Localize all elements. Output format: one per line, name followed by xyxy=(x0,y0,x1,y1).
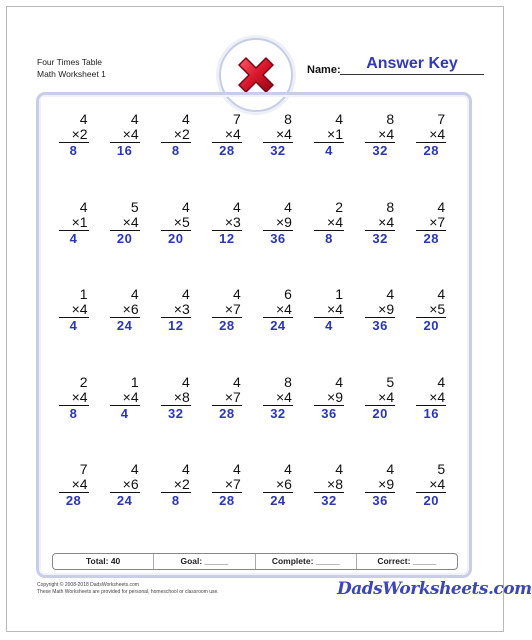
top-number: 4 xyxy=(79,111,88,127)
multiplier: ×4 xyxy=(365,215,395,231)
multiplier: ×4 xyxy=(263,302,293,318)
answer: 4 xyxy=(69,318,78,333)
problem-row xyxy=(48,287,457,375)
problem xyxy=(314,287,344,375)
answer: 36 xyxy=(321,405,337,421)
multiplier: ×9 xyxy=(365,477,395,493)
multiplier: ×6 xyxy=(110,477,140,493)
answer: 32 xyxy=(168,405,184,421)
problem-cell xyxy=(99,462,150,550)
top-number: 4 xyxy=(181,111,190,127)
top-number: 8 xyxy=(386,198,395,215)
answer: 12 xyxy=(168,318,184,333)
problem-cell xyxy=(303,112,354,200)
answer: 16 xyxy=(423,405,439,421)
goal-cell: Goal: _____ xyxy=(153,554,254,569)
problem-cell xyxy=(355,462,406,550)
answer: 32 xyxy=(372,143,388,158)
problem-cell xyxy=(150,112,201,200)
multiplier: ×9 xyxy=(263,215,293,231)
problem-cell xyxy=(406,287,457,375)
problem xyxy=(314,112,344,200)
problem xyxy=(314,375,344,463)
top-number: 1 xyxy=(335,286,344,302)
top-number: 2 xyxy=(335,198,344,215)
problem-cell xyxy=(252,375,303,463)
problem-cell xyxy=(355,200,406,288)
problems-grid xyxy=(48,112,457,550)
top-number: 1 xyxy=(130,373,139,390)
problem xyxy=(365,112,395,200)
problem-cell xyxy=(150,462,201,550)
multiplier: ×7 xyxy=(212,477,242,493)
problem xyxy=(110,375,140,463)
multiplier: ×7 xyxy=(212,390,242,406)
answer: 28 xyxy=(219,493,235,508)
problem xyxy=(110,112,140,200)
problem xyxy=(263,462,293,550)
answer: 4 xyxy=(325,318,333,333)
top-number: 4 xyxy=(181,373,190,390)
problem xyxy=(110,200,140,288)
top-number: 4 xyxy=(437,286,446,302)
answer: 8 xyxy=(69,143,78,158)
multiplier: ×4 xyxy=(59,477,89,493)
problem xyxy=(365,287,395,375)
top-number: 8 xyxy=(284,373,292,390)
top-number: 2 xyxy=(79,373,88,390)
problem xyxy=(212,287,242,375)
problem-cell xyxy=(355,287,406,375)
top-number: 4 xyxy=(130,461,139,477)
problem xyxy=(161,200,191,288)
problem-cell xyxy=(99,200,150,288)
copyright-line-2: These Math Worksheets are provided for personal, homeschool or classroom use. xyxy=(37,589,219,595)
top-number: 5 xyxy=(130,198,139,215)
problem-row xyxy=(48,112,457,200)
problem xyxy=(161,462,191,550)
answer: 36 xyxy=(372,318,388,333)
multiplier: ×4 xyxy=(416,127,446,143)
problem xyxy=(212,112,242,200)
problem xyxy=(59,375,89,463)
multiplier: ×5 xyxy=(416,302,446,318)
problem-row xyxy=(48,200,457,288)
copyright-notice xyxy=(37,582,219,596)
problem xyxy=(314,462,344,550)
multiplier: ×4 xyxy=(314,302,344,318)
answer: 8 xyxy=(171,143,180,158)
multiplier: ×5 xyxy=(161,215,191,231)
multiplier: ×2 xyxy=(161,477,191,493)
top-number: 4 xyxy=(335,111,344,127)
problem-cell xyxy=(150,287,201,375)
title-line-1: Four Times Table xyxy=(37,57,103,67)
multiplier: ×1 xyxy=(59,215,89,231)
problem xyxy=(212,200,242,288)
problem xyxy=(365,375,395,463)
answer: 28 xyxy=(65,493,82,508)
problem xyxy=(110,462,140,550)
problem-cell xyxy=(150,375,201,463)
multiplier: ×7 xyxy=(212,302,242,318)
problem-cell xyxy=(201,375,252,463)
complete-cell: Complete: _____ xyxy=(255,554,356,569)
answer: 28 xyxy=(423,230,439,246)
problem-cell xyxy=(48,287,99,375)
problem xyxy=(416,287,446,375)
problem xyxy=(110,287,140,375)
name-field: Answer Key xyxy=(340,55,484,75)
top-number: 4 xyxy=(335,461,344,477)
total-cell: Total: 40 xyxy=(85,556,121,566)
multiplier: ×4 xyxy=(212,127,242,143)
problem xyxy=(59,200,89,288)
problem-row xyxy=(48,462,457,550)
multiplier: ×9 xyxy=(365,302,395,318)
answer: 24 xyxy=(270,493,286,508)
problem xyxy=(263,112,293,200)
problem xyxy=(365,462,395,550)
problem xyxy=(263,200,293,288)
problem-cell xyxy=(99,375,150,463)
problem xyxy=(161,287,191,375)
answer: 32 xyxy=(270,405,286,421)
top-number: 8 xyxy=(386,111,395,127)
top-number: 7 xyxy=(79,461,88,477)
problem-cell xyxy=(406,375,457,463)
top-number: 4 xyxy=(181,286,190,302)
problem-cell xyxy=(201,112,252,200)
answer: 36 xyxy=(372,493,388,508)
multiplier: ×4 xyxy=(416,390,446,406)
top-number: 7 xyxy=(437,111,446,127)
answer: 8 xyxy=(69,405,78,421)
problem-cell xyxy=(406,462,457,550)
multiplier: ×6 xyxy=(110,302,140,318)
multiplier: ×4 xyxy=(110,127,140,143)
top-number: 1 xyxy=(79,286,88,302)
problem xyxy=(416,375,446,463)
problem-cell xyxy=(303,200,354,288)
multiplier: ×4 xyxy=(263,390,293,406)
top-number: 4 xyxy=(233,461,241,477)
problem-cell xyxy=(201,462,252,550)
problem xyxy=(161,375,191,463)
problem xyxy=(59,462,89,550)
copyright-line-1: Copyright © 2008-2018 DadsWorksheets.com xyxy=(37,582,139,588)
multiplier: ×4 xyxy=(110,215,140,231)
answer: 20 xyxy=(423,318,439,333)
multiplier: ×4 xyxy=(263,127,293,143)
answer: 4 xyxy=(325,143,333,158)
top-number: 7 xyxy=(233,111,241,127)
multiplier: ×8 xyxy=(314,477,344,493)
answer: 24 xyxy=(116,493,133,508)
problem xyxy=(59,287,89,375)
answer: 36 xyxy=(270,230,286,246)
site-logo: DadsWorksheets.com xyxy=(337,579,532,599)
answer: 20 xyxy=(423,493,439,508)
problem-cell xyxy=(252,200,303,288)
problem-cell xyxy=(48,462,99,550)
problem xyxy=(263,375,293,463)
problem xyxy=(416,200,446,288)
answer: 32 xyxy=(372,230,388,246)
top-number: 4 xyxy=(79,198,88,215)
problem-cell xyxy=(48,112,99,200)
problem xyxy=(59,112,89,200)
problem-cell xyxy=(252,462,303,550)
answer: 28 xyxy=(219,318,235,333)
multiplier: ×4 xyxy=(314,215,344,231)
multiplier: ×6 xyxy=(263,477,293,493)
problem-cell xyxy=(201,287,252,375)
multiplier: ×4 xyxy=(59,302,89,318)
problem-cell xyxy=(252,287,303,375)
problem-cell xyxy=(303,375,354,463)
problem-cell xyxy=(48,200,99,288)
answer: 4 xyxy=(120,405,129,421)
problem-cell xyxy=(48,375,99,463)
multiplier: ×4 xyxy=(110,390,140,406)
top-number: 4 xyxy=(335,373,344,390)
multiplier: ×9 xyxy=(314,390,344,406)
top-number: 5 xyxy=(386,373,395,390)
top-number: 4 xyxy=(437,198,446,215)
problem xyxy=(212,462,242,550)
multiplier: ×2 xyxy=(59,127,89,143)
top-number: 4 xyxy=(284,198,292,215)
multiplier: ×4 xyxy=(365,127,395,143)
answer: 28 xyxy=(219,143,235,158)
top-number: 4 xyxy=(181,461,190,477)
name-label: Name: xyxy=(307,64,341,76)
problem xyxy=(314,200,344,288)
problem-cell xyxy=(355,112,406,200)
multiplier: ×2 xyxy=(161,127,191,143)
problem-cell xyxy=(406,200,457,288)
multiplier: ×8 xyxy=(161,390,191,406)
top-number: 4 xyxy=(284,461,292,477)
multiplier: ×7 xyxy=(416,215,446,231)
problem-cell xyxy=(150,200,201,288)
top-number: 4 xyxy=(386,461,395,477)
problem xyxy=(416,112,446,200)
problem-cell xyxy=(303,462,354,550)
answer: 16 xyxy=(116,143,133,158)
problem xyxy=(416,462,446,550)
answer: 28 xyxy=(219,405,235,421)
answer: 32 xyxy=(270,143,286,158)
problem xyxy=(263,287,293,375)
answer: 4 xyxy=(69,230,78,246)
multiplier: ×4 xyxy=(59,390,89,406)
problem-cell xyxy=(99,112,150,200)
worksheet-title xyxy=(37,56,106,80)
problem-cell xyxy=(201,200,252,288)
multiplier: ×3 xyxy=(161,302,191,318)
correct-cell: Correct: _____ xyxy=(356,554,457,569)
problem-cell xyxy=(252,112,303,200)
multiplier: ×1 xyxy=(314,127,344,143)
answer: 28 xyxy=(423,143,439,158)
problem-cell xyxy=(406,112,457,200)
top-number: 4 xyxy=(233,286,241,302)
problem xyxy=(212,375,242,463)
answer: 8 xyxy=(325,230,333,246)
top-number: 4 xyxy=(130,286,139,302)
top-number: 4 xyxy=(233,198,241,215)
answer: 24 xyxy=(270,318,286,333)
problem-row xyxy=(48,375,457,463)
top-number: 4 xyxy=(181,198,190,215)
answer: 32 xyxy=(321,493,337,508)
top-number: 4 xyxy=(437,373,446,390)
top-number: 4 xyxy=(130,111,139,127)
multiplier: ×3 xyxy=(212,215,242,231)
problem-cell xyxy=(99,287,150,375)
answer: 20 xyxy=(372,405,388,421)
score-footer xyxy=(52,553,458,570)
answer: 24 xyxy=(116,318,133,333)
multiplier: ×4 xyxy=(365,390,395,406)
problem-cell xyxy=(303,287,354,375)
answer: 20 xyxy=(116,230,133,246)
top-number: 6 xyxy=(284,286,292,302)
problem xyxy=(161,112,191,200)
problem-cell xyxy=(355,375,406,463)
multiplier: ×4 xyxy=(416,477,446,493)
answer: 12 xyxy=(219,230,235,246)
top-number: 4 xyxy=(233,373,241,390)
top-number: 4 xyxy=(386,286,395,302)
top-number: 8 xyxy=(284,111,292,127)
top-number: 5 xyxy=(437,461,446,477)
answer: 8 xyxy=(171,493,180,508)
problem xyxy=(365,200,395,288)
title-line-2: Math Worksheet 1 xyxy=(37,69,106,79)
answer: 20 xyxy=(168,230,184,246)
